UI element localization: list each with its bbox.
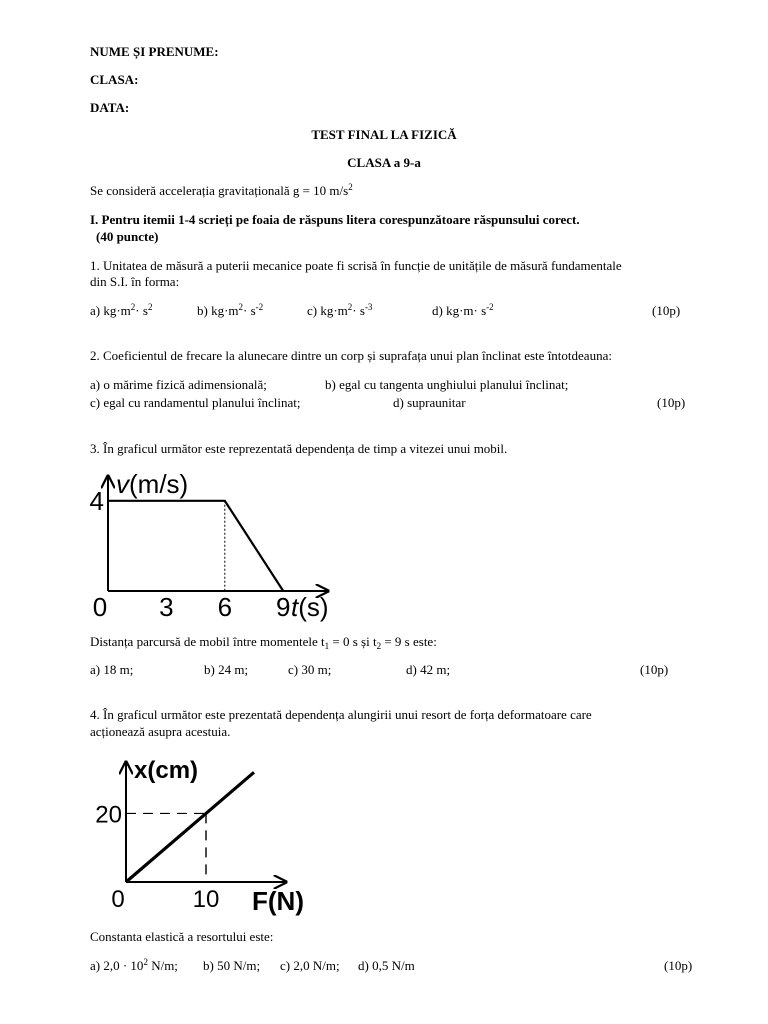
series-line [126, 772, 254, 882]
class-label: CLASA: [90, 72, 139, 87]
date-label: DATA: [90, 100, 130, 115]
q3-text: 3. În graficul următor este reprezentată dependența de timp a vitezei unui mobil. [90, 441, 508, 456]
q4-option-d: d) 0,5 N/m [358, 958, 415, 973]
q4-option-c: c) 2,0 N/m; [280, 958, 340, 973]
q4-score: (10p) [664, 958, 693, 973]
q2-score: (10p) [657, 395, 686, 410]
q4-option-a: a) $2,0 \cdot 10^2$ N/m; [90, 957, 178, 973]
series-line [108, 501, 283, 591]
q1-option-a: a) $kg\cdot m^2\cdot s^2$ [90, 302, 153, 318]
x-tick-label: 6 [217, 592, 233, 622]
q3-option-b: b) 24 m; [204, 662, 249, 677]
velocity-time-chart [86, 466, 346, 626]
elongation-force-chart [86, 752, 326, 922]
q1-option-d: d) $kg\cdot m\cdot s^{-2}$ [432, 302, 494, 318]
x-axis-label: F(N) [252, 886, 304, 916]
q2-text: 2. Coeficientul de frecare la alunecare dintre un corp și suprafața unui plan înclinat este întotdeauna: [90, 348, 612, 363]
test-subtitle: CLASA a 9-a [347, 155, 421, 170]
q4-text-line1: 4. În graficul următor este prezentată dependența alungirii unui resort de forța deformatoare care [90, 707, 592, 722]
q3-question: Distanța parcursă de mobil între momentele $t_1 = 0$ s și $t_2 = 9$ s este: [90, 634, 437, 651]
y-tick-label: 4 [89, 485, 104, 516]
q3-option-d: d) 42 m; [406, 662, 451, 677]
x-tick-label: 0 [92, 592, 108, 622]
q1-text-line2: din S.I. în forma: [90, 274, 180, 289]
q2-option-a: a) o mărime fizică adimensională; [90, 377, 267, 392]
x-tick-label: 3 [159, 592, 174, 622]
q2-option-c: c) egal cu randamentul planului înclinat; [90, 395, 301, 410]
q3-option-c: c) 30 m; [288, 662, 332, 677]
section-points: (40 puncte) [96, 229, 159, 244]
section-instruction: I. Pentru itemii 1-4 scrieți pe foaia de răspuns litera corespunzătoare răspunsului corect. [90, 212, 580, 227]
q2-option-b: b) egal cu tangenta unghiului planului înclinat; [325, 377, 569, 392]
q1-score: (10p) [652, 303, 681, 318]
x-tick-label: 10 [192, 886, 220, 913]
q1-option-b: b) $kg\cdot m^2\cdot s^{-2}$ [197, 302, 264, 318]
x-tick-label: 0 [111, 886, 125, 913]
y-axis-label: v(m/s) [116, 469, 189, 499]
y-axis-label: x(cm) [134, 757, 199, 784]
q3-score: (10p) [640, 662, 669, 677]
q1-text-line1: 1. Unitatea de măsură a puterii mecanice poate fi scrisă în funcție de unitățile de măsură fundamentale [90, 258, 622, 273]
x-tick-label: 9 [275, 592, 291, 622]
x-axis-label: t(s) [291, 592, 329, 622]
y-tick-label: 20 [95, 801, 122, 829]
q4-option-b: b) 50 N/m; [203, 958, 261, 973]
gravity-note: Se consideră accelerația gravitațională g = 10 $m/s^2$ [90, 182, 353, 198]
test-title: TEST FINAL LA FIZICĂ [311, 127, 457, 142]
q2-option-d: d) supraunitar [393, 395, 466, 410]
q3-option-a: a) 18 m; [90, 662, 134, 677]
q4-text-line2: acționează asupra acestuia. [90, 724, 231, 739]
q4-question: Constanta elastică a resortului este: [90, 929, 274, 944]
q1-option-c: c) $kg\cdot m^2\cdot s^{-3}$ [307, 302, 373, 318]
name-label: NUME ȘI PRENUME: [90, 44, 219, 59]
